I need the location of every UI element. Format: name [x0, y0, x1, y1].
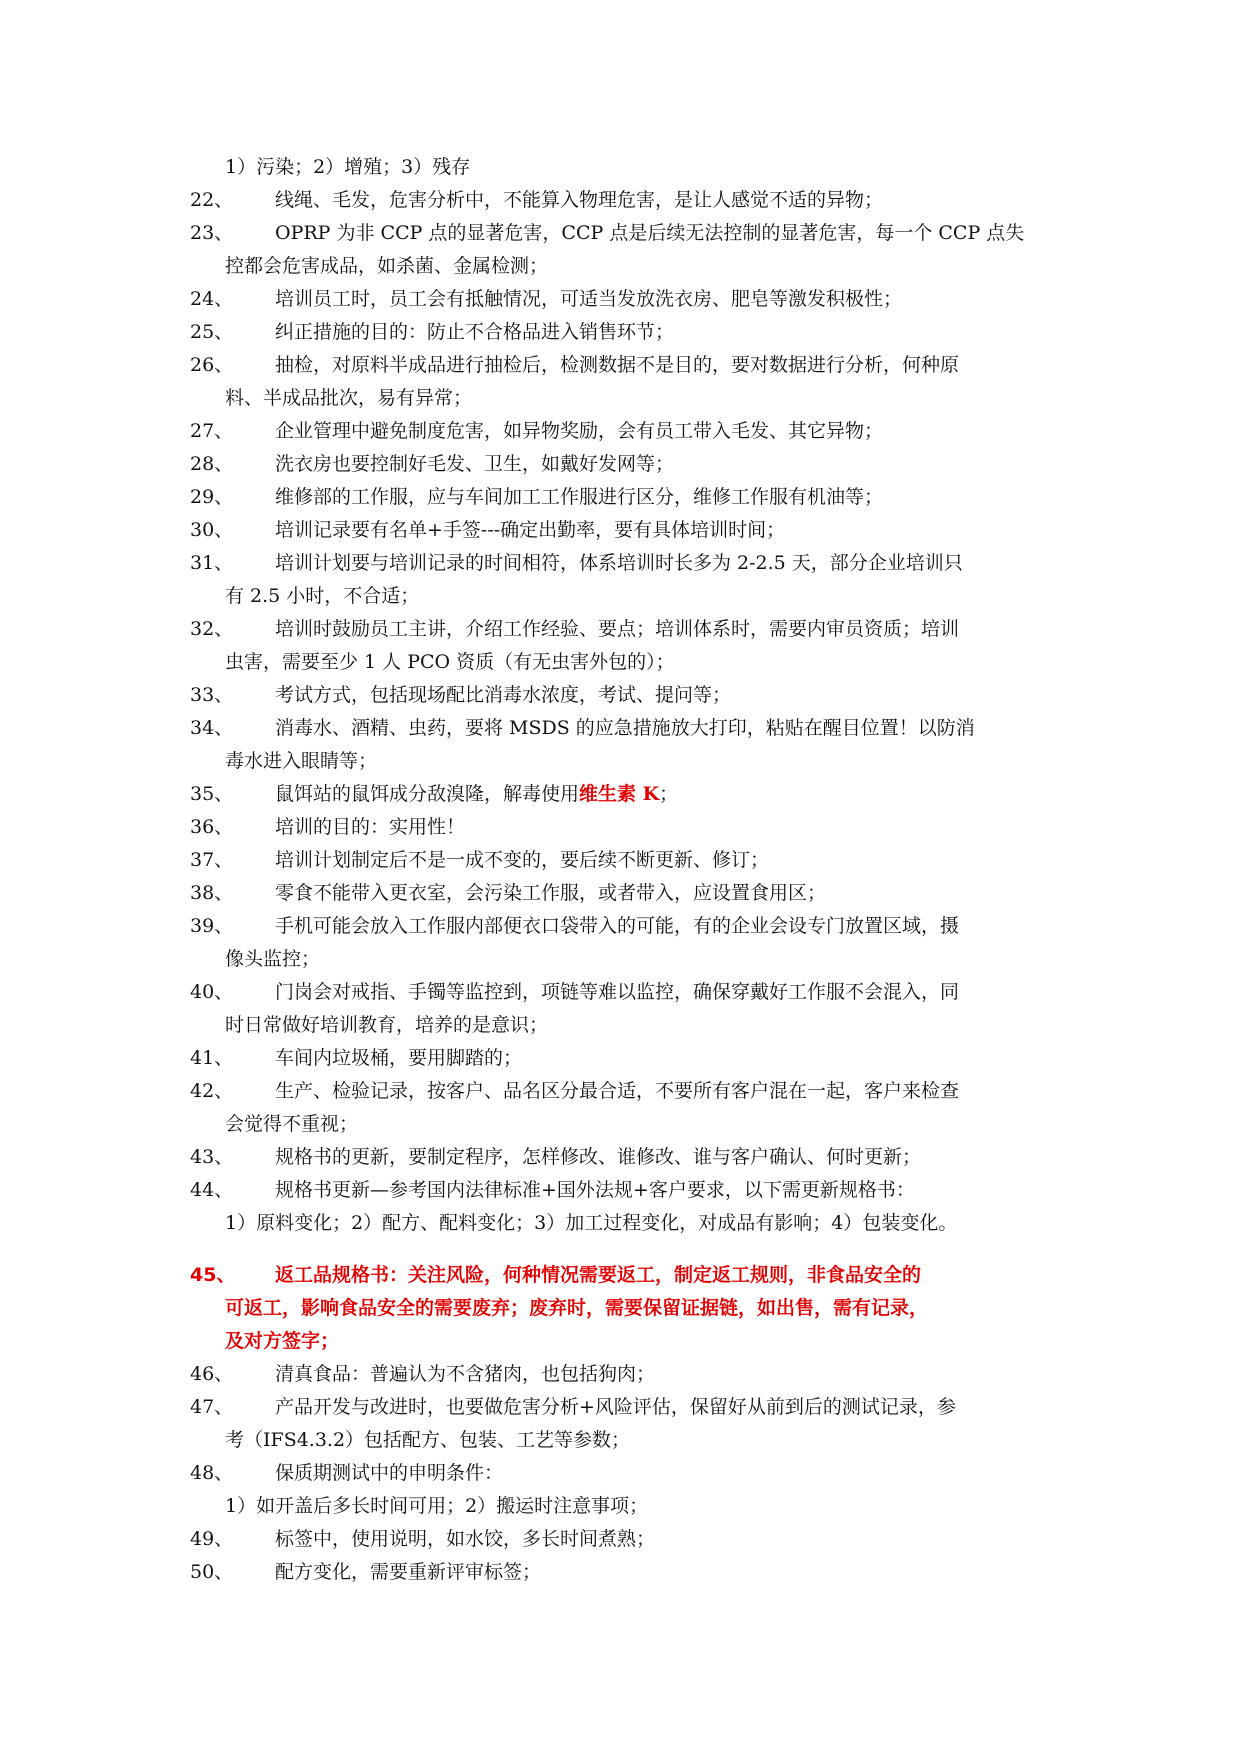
item-text: 零食不能带入更衣室，会污染工作服，或者带入，应设置食用区； — [275, 882, 827, 904]
list-item-22 — [190, 184, 1070, 217]
item-text: 洗衣房也要控制好毛发、卫生，如戴好发网等； — [275, 453, 675, 475]
list-item-29 — [190, 481, 1070, 514]
list-item-42 — [190, 1075, 1070, 1141]
list-item-40 — [190, 976, 1070, 1042]
item-text: 保质期测试中的申明条件： — [275, 1462, 504, 1484]
item-text: 清真食品：普遍认为不含猪肉，也包括狗肉； — [275, 1363, 656, 1385]
list-item-50 — [190, 1556, 1070, 1589]
item-number: 39、 — [190, 915, 234, 937]
list-item-33 — [190, 679, 1070, 712]
item-text-prefix: 鼠饵站的鼠饵成分敌溴隆，解毒使用 — [275, 783, 580, 805]
list-item-27 — [190, 415, 1070, 448]
item-text-continued: 时日常做好培训教育，培养的是意识； — [225, 1014, 549, 1036]
item-number: 42、 — [190, 1080, 234, 1102]
item-number: 36、 — [190, 816, 234, 838]
item-text-continued: 及对方签字； — [225, 1330, 340, 1352]
item-text: 纠正措施的目的：防止不合格品进入销售环节； — [275, 321, 675, 343]
list-item-41 — [190, 1042, 1070, 1075]
item-number: 50、 — [190, 1561, 234, 1583]
list-item-38 — [190, 877, 1070, 910]
sub-list-21: 1）污染；2）增殖；3）残存 — [225, 156, 471, 178]
item-number: 22、 — [190, 189, 234, 211]
item-number: 25、 — [190, 321, 234, 343]
item-number: 23、 — [190, 222, 234, 244]
list-item-32 — [190, 613, 1070, 679]
item-text: 培训记录要有名单+手签---确定出勤率，要有具体培训时间； — [275, 519, 786, 541]
sub-list-44: 1）原料变化；2）配方、配料变化；3）加工过程变化，对成品有影响；4）包装变化。 — [225, 1212, 958, 1234]
item-number: 43、 — [190, 1146, 234, 1168]
item-text-continued: 有 2.5 小时，不合适； — [225, 585, 420, 607]
item-number: 40、 — [190, 981, 234, 1003]
list-item-49 — [190, 1523, 1070, 1556]
document-content — [190, 151, 1070, 1589]
item-text: OPRP 为非 CCP 点的显著危害，CCP 点是后续无法控制的显著危害，每一个 CCP 点失 — [275, 222, 1025, 244]
item-text: 手机可能会放入工作服内部便衣口袋带入的可能，有的企业会设专门放置区域，摄 — [275, 915, 960, 937]
item-text: 消毒水、酒精、虫药，要将 MSDS 的应急措施放大打印，粘贴在醒目位置！以防消 — [275, 717, 975, 739]
list-item-36 — [190, 811, 1070, 844]
item-text: 企业管理中避免制度危害，如异物奖励，会有员工带入毛发、其它异物； — [275, 420, 884, 442]
list-item-46 — [190, 1358, 1070, 1391]
item-text: 培训时鼓励员工主讲，介绍工作经验、要点；培训体系时，需要内审员资质；培训 — [275, 618, 960, 640]
list-item-31 — [190, 547, 1070, 613]
item-number: 28、 — [190, 453, 234, 475]
list-item-24 — [190, 283, 1070, 316]
item-text: 培训员工时，员工会有抵触情况，可适当发放洗衣房、肥皂等激发积极性； — [275, 288, 903, 310]
item-text-suffix: ； — [659, 783, 679, 805]
item-text: 线绳、毛发，危害分析中，不能算入物理危害，是让人感觉不适的异物； — [275, 189, 884, 211]
list-item-44 — [190, 1174, 1070, 1207]
list-item-39 — [190, 910, 1070, 976]
item-number: 46、 — [190, 1363, 234, 1385]
list-item-47 — [190, 1391, 1070, 1457]
item-text: 生产、检验记录，按客户、品名区分最合适，不要所有客户混在一起，客户来检查 — [275, 1080, 960, 1102]
list-item-35 — [190, 778, 1070, 811]
item-number: 32、 — [190, 618, 234, 640]
item-text-continued: 会觉得不重视； — [225, 1113, 359, 1135]
item-text-continued: 料、半成品批次，易有异常； — [225, 387, 473, 409]
item-number: 47、 — [190, 1396, 234, 1418]
item-text: 培训计划要与培训记录的时间相符，体系培训时长多为 2-2.5 天，部分企业培训只 — [275, 552, 963, 574]
list-item-48 — [190, 1457, 1070, 1490]
item-number: 24、 — [190, 288, 234, 310]
item-text: 产品开发与改进时，也要做危害分析+风险评估，保留好从前到后的测试记录，参 — [275, 1396, 956, 1418]
item-number: 37、 — [190, 849, 234, 871]
item-number: 30、 — [190, 519, 234, 541]
item-number: 29、 — [190, 486, 234, 508]
item-text: 培训计划制定后不是一成不变的，要后续不断更新、修订； — [275, 849, 770, 871]
list-item-25 — [190, 316, 1070, 349]
item-text-continued: 控都会危害成品，如杀菌、金属检测； — [225, 255, 549, 277]
list-item-23 — [190, 217, 1070, 283]
highlight-vitamin-k: 维生素 K — [579, 783, 660, 805]
list-item-45-highlighted — [190, 1259, 1070, 1358]
item-number: 49、 — [190, 1528, 234, 1550]
item-number: 38、 — [190, 882, 234, 904]
list-item-37 — [190, 844, 1070, 877]
item-number: 31、 — [190, 552, 234, 574]
list-item-26 — [190, 349, 1070, 415]
item-text: 门岗会对戒指、手镯等监控到，项链等难以监控，确保穿戴好工作服不会混入，同 — [275, 981, 960, 1003]
paragraph-gap — [190, 1240, 1070, 1259]
item-number: 26、 — [190, 354, 234, 376]
item-text-continued: 虫害，需要至少 1 人 PCO 资质（有无虫害外包的）； — [225, 651, 675, 673]
item-number: 33、 — [190, 684, 234, 706]
item-text — [275, 778, 1070, 811]
item-text: 抽检，对原料半成品进行抽检后，检测数据不是目的，要对数据进行分析，何种原 — [275, 354, 960, 376]
list-item-28 — [190, 448, 1070, 481]
item-number: 48、 — [190, 1462, 234, 1484]
item-number: 35、 — [190, 783, 234, 805]
list-item-43 — [190, 1141, 1070, 1174]
item-text: 规格书更新—参考国内法律标准+国外法规+客户要求，以下需更新规格书： — [275, 1179, 915, 1201]
item-number: 41、 — [190, 1047, 234, 1069]
item-number: 44、 — [190, 1179, 234, 1201]
item-text-continued: 像头监控； — [225, 948, 321, 970]
item-text: 车间内垃圾桶，要用脚踏的； — [275, 1047, 523, 1069]
item-text-continued: 毒水进入眼睛等； — [225, 750, 378, 772]
item-text: 考试方式，包括现场配比消毒水浓度，考试、提问等； — [275, 684, 732, 706]
item-number: 45、 — [190, 1264, 236, 1286]
sub-list-48: 1）如开盖后多长时间可用；2）搬运时注意事项； — [225, 1495, 649, 1517]
item-text-continued: 考（IFS4.3.2）包括配方、包装、工艺等参数； — [225, 1429, 631, 1451]
item-text: 规格书的更新，要制定程序，怎样修改、谁修改、谁与客户确认、何时更新； — [275, 1146, 922, 1168]
item-text: 培训的目的：实用性！ — [275, 816, 466, 838]
item-text: 维修部的工作服，应与车间加工工作服进行区分，维修工作服有机油等； — [275, 486, 884, 508]
item-text: 标签中，使用说明，如水饺，多长时间煮熟； — [275, 1528, 656, 1550]
item-text-continued: 可返工，影响食品安全的需要废弃；废弃时，需要保留证据链，如出售，需有记录， — [225, 1297, 929, 1319]
item-number: 34、 — [190, 717, 234, 739]
list-item-34 — [190, 712, 1070, 778]
item-text: 返工品规格书：关注风险，何种情况需要返工，制定返工规则，非食品安全的 — [275, 1264, 922, 1286]
item-text: 配方变化，需要重新评审标签； — [275, 1561, 542, 1583]
item-number: 27、 — [190, 420, 234, 442]
list-item-30 — [190, 514, 1070, 547]
